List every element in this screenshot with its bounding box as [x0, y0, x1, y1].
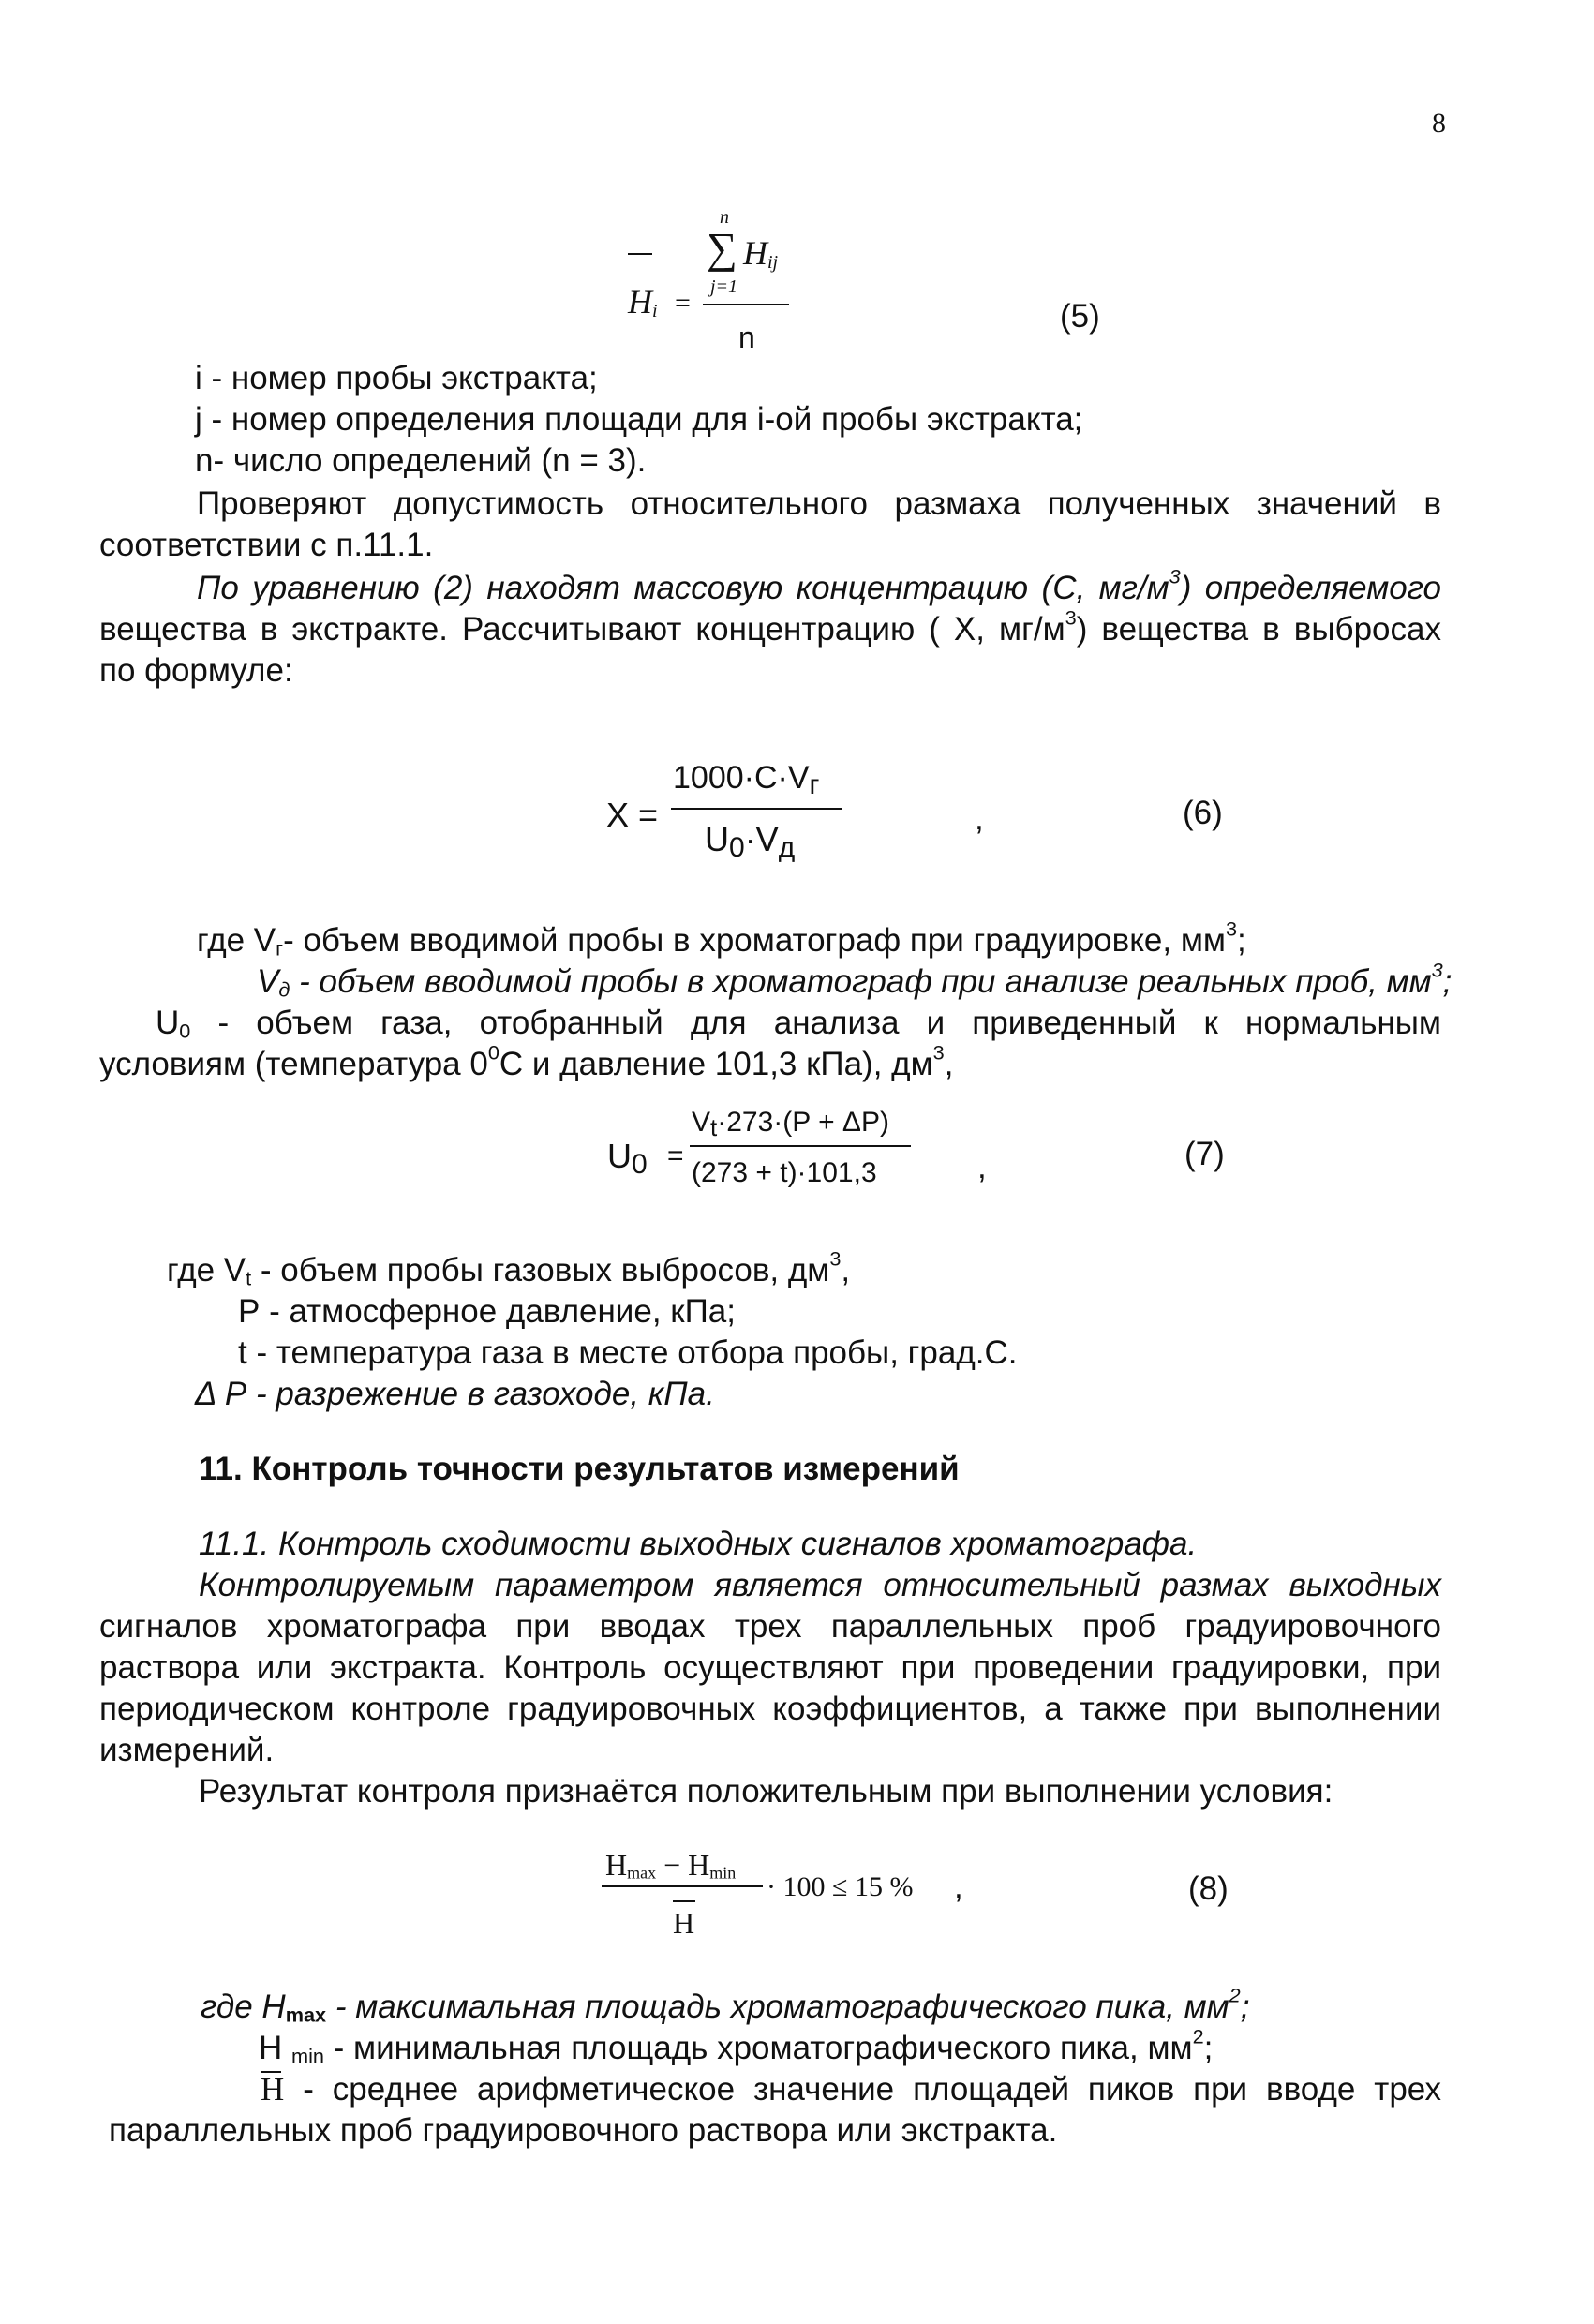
formula8-fraction-bar: [602, 1885, 763, 1887]
sum-term: $H_{ij}$: [743, 234, 779, 273]
mean-overbar: [628, 253, 652, 255]
formula6-comma: ,: [975, 800, 984, 837]
control-condition-text: Результат контроля признаётся положительным при выполнении условия:: [199, 1773, 1333, 1810]
page-number: 8: [1432, 108, 1446, 139]
formula6-numerator: $1000\cdot C\cdot V_г$: [673, 760, 820, 800]
equation-number-7: (7): [1184, 1136, 1225, 1172]
def-n: n- число определений (n = 3).: [195, 442, 647, 479]
formula6-lhs: X =: [606, 796, 659, 834]
sum-upper-limit: n: [720, 207, 729, 228]
equation-number-6: (6): [1183, 795, 1223, 831]
def-u0-line2: условиям (температура $0^0С$ и давление 101,3 кПа), $дм^3$,: [99, 1040, 954, 1082]
paragraph-check-line1: Проверяют допустимость относительного размаха полученных значений в: [197, 485, 1441, 522]
subsection-heading: 11.1. Контроль сходимости выходных сигналов хроматографа.: [199, 1526, 1198, 1562]
def-vg: где $V_г-$ объем вводимой пробы в хроматограф при градуировке, $мм^3$;: [197, 916, 1246, 961]
formula7-equals: =: [667, 1140, 684, 1171]
def-p: Р - атмосферное давление, кПа;: [238, 1293, 736, 1330]
paragraph-eq2-line1: По уравнению (2) находят массовую концентрацию (С, $мг/м^3$) определяемого: [197, 564, 1441, 606]
formula8-tail: · 100 ≤ 15 %: [767, 1871, 914, 1902]
def-hmean-line2: параллельных проб градуировочного раствора или экстракта.: [109, 2112, 1058, 2149]
sum-symbol: ∑: [707, 224, 737, 272]
equals-sign: =: [675, 288, 691, 319]
control-paragraph-line5: измерений.: [99, 1732, 275, 1768]
paragraph-check-line2: соответствии с п.11.1.: [99, 527, 434, 563]
def-i: i - номер пробы экстракта;: [195, 360, 598, 396]
control-paragraph-line3: раствора или экстракта. Контроль осуществляют при проведении градуировки, при: [99, 1649, 1441, 1686]
equation-number-5: (5): [1060, 298, 1100, 335]
equation-number-8: (8): [1188, 1870, 1229, 1907]
def-delta-p: Δ Р - разрежение в газоходе, кПа.: [195, 1376, 715, 1412]
formula6-fraction-bar: [671, 808, 842, 810]
sum-lower-limit: j=1: [710, 276, 738, 297]
def-hmax: где $H_{max}$ - максимальная площадь хроматографического пика, $мм^2$;: [201, 1983, 1250, 2027]
formula8-denominator: H: [673, 1906, 695, 1940]
formula7-denominator: (273 + t)·101,3: [692, 1157, 877, 1188]
formula8-numerator: $H_{max} - H_{min}$: [605, 1848, 737, 1883]
fraction-bar: [703, 304, 789, 305]
paragraph-eq2-line3: по формуле:: [99, 652, 293, 689]
control-paragraph-line2: сигналов хроматографа при вводах трех параллельных проб градуировочного: [99, 1608, 1441, 1645]
mean-h-symbol: $H_i$: [628, 283, 658, 321]
formula7-numerator: $V_t\cdot 273\cdot(P + \Delta P)$: [692, 1107, 889, 1142]
def-hmin: H $_{min}$ - минимальная площадь хроматографического пика, $мм^2$;: [259, 2024, 1214, 2068]
formula7-fraction-bar: [690, 1145, 911, 1147]
formula6-denominator: $U_0\cdot V_д$: [705, 820, 796, 863]
def-vt: где $V_t$ - объем пробы газовых выбросов, $дм^3$,: [167, 1246, 851, 1290]
def-j: j - номер определения площади для i-ой пробы экстракта;: [195, 401, 1083, 438]
section-heading: 11. Контроль точности результатов измерений: [199, 1451, 960, 1487]
denominator-n: n: [738, 320, 755, 354]
formula7-lhs: $U_0$: [607, 1137, 648, 1180]
formula7-comma: ,: [977, 1149, 987, 1185]
def-t: t - температура газа в месте отбора пробы, град.С.: [238, 1334, 1018, 1371]
def-hmean-line1: H - среднее арифметическое значение площадей пиков при вводе трех: [261, 2071, 1441, 2108]
paragraph-eq2-line2: вещества в экстракте. Рассчитывают концентрацию ( Х, $мг/м^3$) вещества в выбросах: [99, 605, 1441, 648]
formula8-comma: ,: [954, 1869, 963, 1905]
control-paragraph-line4: периодическом контроле градуировочных коэффициентов, а также при выполнении: [99, 1691, 1441, 1727]
def-vd: $V_д$ - объем вводимой пробы в хроматограф при анализе реальных проб, $мм^3$;: [257, 958, 1452, 1002]
control-paragraph-line1: Контролируемым параметром является относительный размах выходных: [199, 1567, 1441, 1603]
def-u0-line1: $U_0$ - объем газа, отобранный для анализа и приведенный к нормальным: [156, 1005, 1441, 1043]
